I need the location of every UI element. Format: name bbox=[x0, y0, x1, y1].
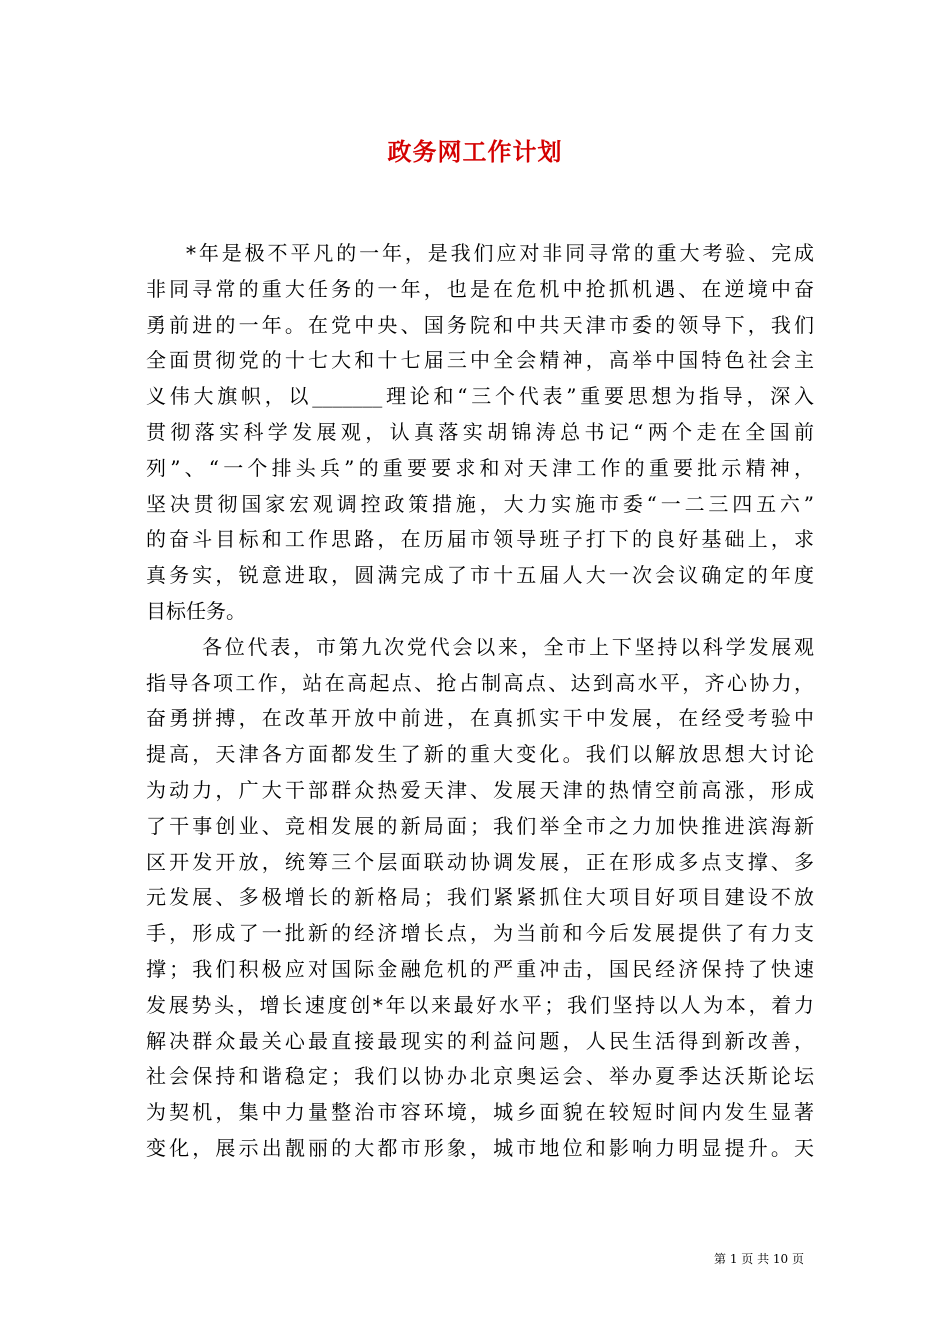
text-line: 为契机，集中力量整治市容环境，城乡面貌在较短时间内发生显著 bbox=[146, 1100, 814, 1125]
document-body bbox=[146, 236, 814, 1167]
text-line: 列”、“一个排头兵”的重要要求和对天津工作的重要批示精神， bbox=[146, 455, 814, 480]
text-line: 元发展、多极增长的新格局；我们紧紧抓住大项目好项目建设不放 bbox=[146, 885, 814, 910]
text-line: 为动力，广大干部群众热爱天津、发展天津的热情空前高涨，形成 bbox=[146, 777, 814, 802]
text-line: 手，形成了一批新的经济增长点，为当前和今后发展提供了有力支 bbox=[146, 921, 814, 946]
text-line: 区开发开放，统筹三个层面联动协调发展，正在形成多点支撑、多 bbox=[146, 849, 814, 874]
text-line: 解决群众最关心最直接最现实的利益问题，人民生活得到新改善， bbox=[146, 1028, 814, 1053]
text-line: 的奋斗目标和工作思路，在历届市领导班子打下的良好基础上，求 bbox=[146, 527, 814, 552]
text-line: 社会保持和谐稳定；我们以协办北京奥运会、举办夏季达沃斯论坛 bbox=[146, 1064, 814, 1089]
text-line: 了干事创业、竞相发展的新局面；我们举全市之力加快推进滨海新 bbox=[146, 813, 814, 838]
text-line: 目标任务。 bbox=[146, 598, 246, 623]
paragraph-1 bbox=[146, 236, 814, 630]
text-line: 义伟大旗帜，以_______理论和“三个代表”重要思想为指导，深入 bbox=[146, 384, 814, 409]
paragraph-2 bbox=[146, 630, 814, 1167]
text-line: 真务实，锐意进取，圆满完成了市十五届人大一次会议确定的年度 bbox=[146, 563, 814, 588]
text-line: *年是极不平凡的一年，是我们应对非同寻常的重大考验、完成 bbox=[186, 241, 814, 265]
page-number-footer: 第 1 页 共 10 页 bbox=[714, 1252, 804, 1266]
text-line: 贯彻落实科学发展观，认真落实胡锦涛总书记“两个走在全国前 bbox=[146, 419, 814, 444]
text-line: 变化，展示出靓丽的大都市形象，城市地位和影响力明显提升。天 bbox=[146, 1135, 814, 1160]
text-line: 全面贯彻党的十七大和十七届三中全会精神，高举中国特色社会主 bbox=[146, 348, 814, 373]
text-line: 指导各项工作，站在高起点、抢占制高点、达到高水平，齐心协力， bbox=[146, 670, 814, 695]
document-title: 政务网工作计划 bbox=[387, 137, 563, 166]
text-line: 奋勇拼搏，在改革开放中前进，在真抓实干中发展，在经受考验中 bbox=[146, 706, 814, 731]
text-line: 撑；我们积极应对国际金融危机的严重冲击，国民经济保持了快速 bbox=[146, 956, 814, 981]
text-line: 发展势头，增长速度创*年以来最好水平；我们坚持以人为本，着力 bbox=[146, 992, 814, 1017]
text-line: 非同寻常的重大任务的一年，也是在危机中抢抓机遇、在逆境中奋 bbox=[146, 276, 814, 301]
text-line: 勇前进的一年。在党中央、国务院和中共天津市委的领导下，我们 bbox=[146, 312, 814, 337]
text-line: 各位代表，市第九次党代会以来，全市上下坚持以科学发展观 bbox=[202, 634, 814, 659]
text-line: 坚决贯彻国家宏观调控政策措施，大力实施市委“一二三四五六” bbox=[146, 491, 814, 516]
text-line: 提高，天津各方面都发生了新的重大变化。我们以解放思想大讨论 bbox=[146, 742, 814, 767]
